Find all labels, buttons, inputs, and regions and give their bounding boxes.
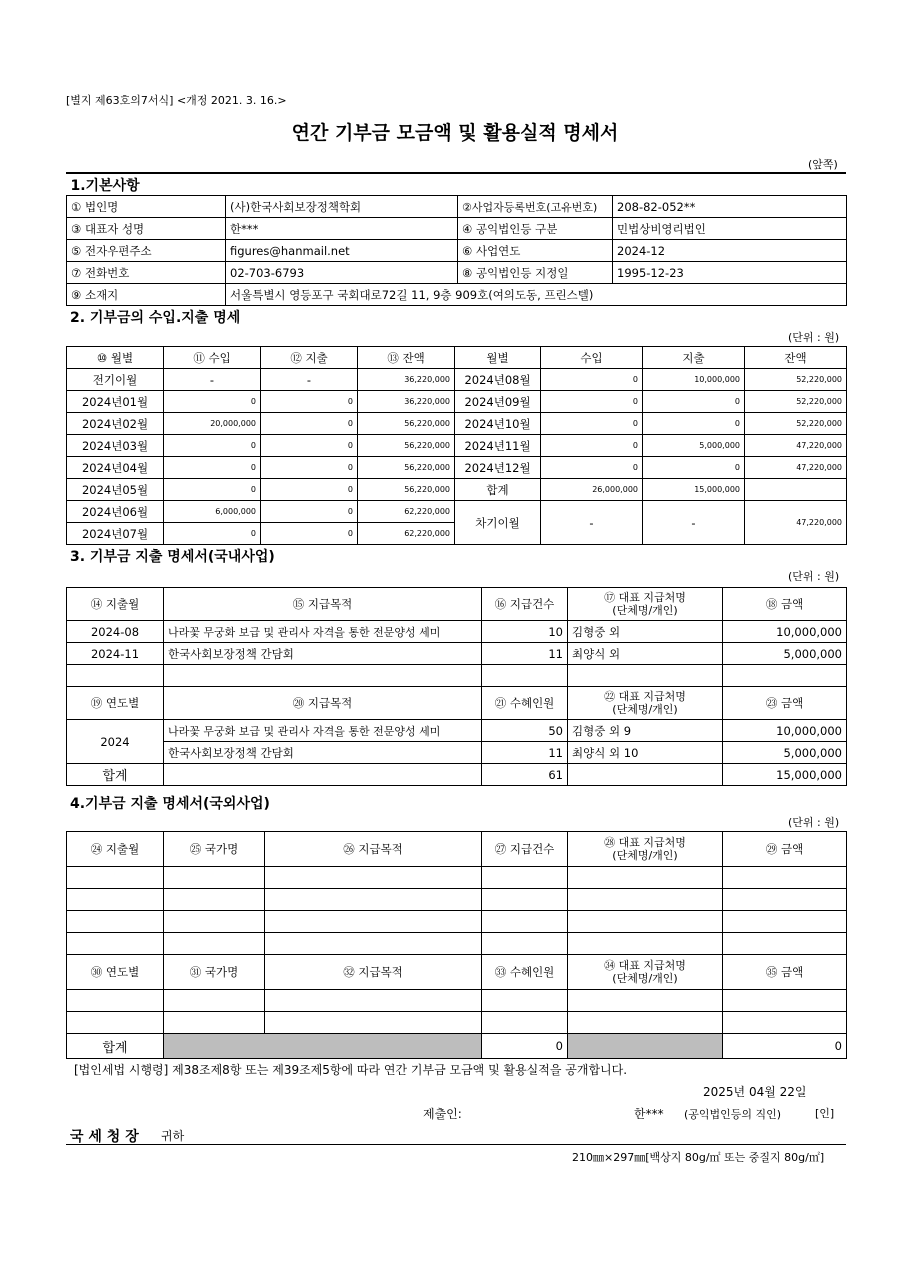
value-corp-type: 민법상비영리법인 <box>613 218 847 240</box>
recipient: 국 세 청 장 <box>70 1129 139 1145</box>
submitter-role: (공익법인등의 직인) <box>684 1108 782 1121</box>
header-expense-month: ㉔ 지출월 <box>67 832 164 867</box>
header-payee-2-line1: ㉞ 대표 지급처명 <box>604 959 686 972</box>
purpose-cell: 한국사회보장정책 간담회 <box>164 643 482 665</box>
total-shaded-cell <box>568 1034 723 1059</box>
table-row <box>67 501 847 523</box>
month-cell: 2024년12월 <box>455 457 541 479</box>
basic-info-table <box>66 174 847 306</box>
table-row <box>67 911 847 933</box>
income-cell: 6,000,000 <box>164 501 261 523</box>
payee-cell: 최양식 외 <box>568 643 723 665</box>
label-email: ⑤ 전자우편주소 <box>67 240 226 262</box>
income-expense-table <box>66 346 847 545</box>
bottom-rule <box>66 1144 846 1145</box>
header-amount-2: ㉟ 금액 <box>723 955 847 990</box>
header-payment-count: ㉗ 지급건수 <box>482 832 568 867</box>
page-title: 연간 기부금 모금액 및 활용실적 명세서 <box>291 122 619 144</box>
header-country-2: ㉛ 국가명 <box>164 955 265 990</box>
table-row <box>67 720 847 742</box>
expense-cell: 0 <box>261 501 358 523</box>
value-biz-number: 208-82-052** <box>613 196 847 218</box>
payee-cell: 최양식 외 10 <box>568 742 723 764</box>
header-month-2: 월별 <box>455 347 541 369</box>
header-payee <box>568 588 723 621</box>
table-row <box>67 621 847 643</box>
value-phone: 02-703-6793 <box>226 262 458 284</box>
count-cell: 11 <box>482 643 568 665</box>
purpose-cell: 나라꽃 무궁화 보급 및 관리사 자격을 통한 전문양성 세미 <box>164 621 482 643</box>
count-cell: 50 <box>482 720 568 742</box>
amount-cell: 10,000,000 <box>723 720 847 742</box>
amount-cell: 5,000,000 <box>723 742 847 764</box>
overseas-expense-table <box>66 831 847 1059</box>
balance-cell: 56,220,000 <box>358 413 455 435</box>
expense-cell: 0 <box>261 413 358 435</box>
month-cell: 2024년08월 <box>455 369 541 391</box>
table-row <box>67 665 847 687</box>
month-cell: 2024년06월 <box>67 501 164 523</box>
income-cell: 0 <box>164 435 261 457</box>
header-purpose-2: ⑳ 지급목적 <box>164 687 482 720</box>
month-cell: 2024년03월 <box>67 435 164 457</box>
header-beneficiaries: ㉑ 수혜인원 <box>482 687 568 720</box>
total-label: 합계 <box>67 764 164 786</box>
balance-cell: 36,220,000 <box>358 391 455 413</box>
unit-label: (단위 : 원) <box>788 331 840 344</box>
purpose-cell: 나라꽃 무궁화 보급 및 관리사 자격을 통한 전문양성 세미 <box>164 720 482 742</box>
income-cell: 0 <box>541 435 643 457</box>
label-corp-name: ① 법인명 <box>67 196 226 218</box>
total-count: 61 <box>482 764 568 786</box>
header-amount-2: ㉓ 금액 <box>723 687 847 720</box>
income-cell: 0 <box>164 523 261 545</box>
table-row <box>67 435 847 457</box>
total-row <box>67 1034 847 1059</box>
income-cell: - <box>164 369 261 391</box>
expense-cell: 0 <box>261 457 358 479</box>
table-row <box>67 479 847 501</box>
header-payee-line1: ㉘ 대표 지급처명 <box>604 836 686 849</box>
total-amount: 15,000,000 <box>723 764 847 786</box>
table-row <box>67 933 847 955</box>
month-cell: 2024년05월 <box>67 479 164 501</box>
month-cell: 전기이월 <box>67 369 164 391</box>
header-expense-2: 지출 <box>643 347 745 369</box>
table-row <box>67 889 847 911</box>
paper-spec: 210㎜×297㎜[백상지 80g/㎡ 또는 중질지 80g/㎡] <box>572 1151 825 1164</box>
balance-cell: 62,220,000 <box>358 501 455 523</box>
header-expense: ⑫ 지출 <box>261 347 358 369</box>
income-cell: 0 <box>541 369 643 391</box>
label-designation-date: ⑧ 공익법인등 지정일 <box>458 262 613 284</box>
income-cell: 0 <box>164 479 261 501</box>
value-corp-name: (사)한국사회보장정책학회 <box>226 196 458 218</box>
header-purpose: ㉖ 지급목적 <box>265 832 482 867</box>
header-country: ㉕ 국가명 <box>164 832 265 867</box>
header-payee-2 <box>568 955 723 990</box>
table-row <box>67 1012 847 1034</box>
balance-cell: 47,220,000 <box>745 435 847 457</box>
header-income-2: 수입 <box>541 347 643 369</box>
header-year: ⑲ 연도별 <box>67 687 164 720</box>
expense-cell: 0 <box>261 523 358 545</box>
count-cell: 10 <box>482 621 568 643</box>
total-label: 합계 <box>67 1034 164 1059</box>
seal-mark: [인] <box>815 1107 835 1120</box>
amount-cell: 5,000,000 <box>723 643 847 665</box>
header-payee-line1: ⑰ 대표 지급처명 <box>604 591 686 604</box>
total-balance <box>745 479 847 501</box>
section2-heading: 2. 기부금의 수입.지출 명세 <box>70 310 241 326</box>
expense-cell: 10,000,000 <box>643 369 745 391</box>
header-payee-2-line2: (단체명/개인) <box>612 972 678 985</box>
month-cell: 2024-11 <box>67 643 164 665</box>
income-cell: 0 <box>541 391 643 413</box>
section3-heading: 3. 기부금 지출 명세서(국내사업) <box>70 549 275 565</box>
submission-date: 2025년 04월 22일 <box>703 1085 807 1099</box>
honorific: 귀하 <box>161 1129 185 1143</box>
unit-label-4: (단위 : 원) <box>788 816 840 829</box>
count-cell: 11 <box>482 742 568 764</box>
total-expense: 15,000,000 <box>643 479 745 501</box>
balance-cell: 47,220,000 <box>745 457 847 479</box>
expense-cell: 0 <box>643 457 745 479</box>
payee-cell: 김형중 외 <box>568 621 723 643</box>
income-cell: 0 <box>164 391 261 413</box>
expense-cell: 0 <box>643 391 745 413</box>
label-corp-type: ④ 공익법인등 구분 <box>458 218 613 240</box>
table-row <box>67 413 847 435</box>
income-cell: 0 <box>541 413 643 435</box>
table-row <box>67 867 847 889</box>
month-cell: 2024년10월 <box>455 413 541 435</box>
balance-cell: 52,220,000 <box>745 413 847 435</box>
header-expense-month: ⑭ 지출월 <box>67 588 164 621</box>
form-reference: [별지 제63호의7서식] <개정 2021. 3. 16.> <box>66 94 287 107</box>
balance-cell: 62,220,000 <box>358 523 455 545</box>
submitter-label: 제출인: <box>423 1107 462 1121</box>
carry-forward-income: - <box>541 501 643 545</box>
header-payee-line2: (단체명/개인) <box>612 849 678 862</box>
carry-forward-label: 차기이월 <box>455 501 541 545</box>
balance-cell: 52,220,000 <box>745 391 847 413</box>
balance-cell: 56,220,000 <box>358 479 455 501</box>
value-designation-date: 1995-12-23 <box>613 262 847 284</box>
total-income: 26,000,000 <box>541 479 643 501</box>
header-beneficiaries: ㉝ 수혜인원 <box>482 955 568 990</box>
expense-cell: 0 <box>643 413 745 435</box>
header-amount: ⑱ 금액 <box>723 588 847 621</box>
label-fiscal-year: ⑥ 사업연도 <box>458 240 613 262</box>
header-payment-count: ⑯ 지급건수 <box>482 588 568 621</box>
month-cell: 2024년07월 <box>67 523 164 545</box>
month-cell: 2024년04월 <box>67 457 164 479</box>
table-row <box>67 391 847 413</box>
table-row <box>67 643 847 665</box>
disclosure-statement: [법인세법 시행령] 제38조제8항 또는 제39조제5항에 따라 연간 기부금 모금액 및 활용실적을 공개합니다. <box>74 1063 628 1077</box>
balance-cell: 36,220,000 <box>358 369 455 391</box>
total-label: 합계 <box>455 479 541 501</box>
expense-cell: - <box>261 369 358 391</box>
month-cell: 2024-08 <box>67 621 164 643</box>
header-purpose-2: ㉜ 지급목적 <box>265 955 482 990</box>
year-cell: 2024 <box>67 720 164 764</box>
total-row <box>67 764 847 786</box>
expense-cell: 0 <box>261 391 358 413</box>
total-amount: 0 <box>723 1034 847 1059</box>
expense-cell: 5,000,000 <box>643 435 745 457</box>
carry-forward-expense: - <box>643 501 745 545</box>
label-address: ⑨ 소재지 <box>67 284 226 306</box>
header-balance: ⑬ 잔액 <box>358 347 455 369</box>
table-row <box>67 369 847 391</box>
header-balance-2: 잔액 <box>745 347 847 369</box>
submitter-name: 한*** <box>634 1107 664 1121</box>
expense-cell: 0 <box>261 479 358 501</box>
month-cell: 2024년11월 <box>455 435 541 457</box>
header-income: ⑪ 수입 <box>164 347 261 369</box>
amount-cell: 10,000,000 <box>723 621 847 643</box>
value-email: figures@hanmail.net <box>226 240 458 262</box>
expense-cell: 0 <box>261 435 358 457</box>
month-cell: 2024년09월 <box>455 391 541 413</box>
table-row <box>67 457 847 479</box>
domestic-expense-table <box>66 587 847 786</box>
section4-heading: 4.기부금 지출 명세서(국외사업) <box>70 796 270 812</box>
carry-forward-balance: 47,220,000 <box>745 501 847 545</box>
payee-cell: 김형중 외 9 <box>568 720 723 742</box>
label-representative: ③ 대표자 성명 <box>67 218 226 240</box>
value-representative: 한*** <box>226 218 458 240</box>
balance-cell: 52,220,000 <box>745 369 847 391</box>
value-address: 서울특별시 영등포구 국회대로72길 11, 9층 909호(여의도동, 프린스텔) <box>226 284 847 306</box>
header-payee-2-line1: ㉒ 대표 지급처명 <box>604 690 686 703</box>
header-year: ㉚ 연도별 <box>67 955 164 990</box>
balance-cell: 56,220,000 <box>358 435 455 457</box>
label-biz-number: ②사업자등록번호(고유번호) <box>458 196 613 218</box>
month-cell: 2024년01월 <box>67 391 164 413</box>
table-row <box>67 742 847 764</box>
value-fiscal-year: 2024-12 <box>613 240 847 262</box>
month-cell: 2024년02월 <box>67 413 164 435</box>
total-shaded-cell <box>164 1034 482 1059</box>
header-purpose: ⑮ 지급목적 <box>164 588 482 621</box>
total-count: 0 <box>482 1034 568 1059</box>
purpose-cell: 한국사회보장정책 간담회 <box>164 742 482 764</box>
table-row <box>67 990 847 1012</box>
income-cell: 0 <box>541 457 643 479</box>
header-month: ⑩ 월별 <box>67 347 164 369</box>
income-cell: 20,000,000 <box>164 413 261 435</box>
label-phone: ⑦ 전화번호 <box>67 262 226 284</box>
header-payee-2-line2: (단체명/개인) <box>612 703 678 716</box>
header-payee <box>568 832 723 867</box>
unit-label-3: (단위 : 원) <box>788 570 840 583</box>
header-payee-line2: (단체명/개인) <box>612 604 678 617</box>
income-cell: 0 <box>164 457 261 479</box>
front-label: (앞쪽) <box>808 158 838 171</box>
header-amount: ㉙ 금액 <box>723 832 847 867</box>
balance-cell: 56,220,000 <box>358 457 455 479</box>
header-payee-2 <box>568 687 723 720</box>
section1-heading: 1.기본사항 <box>67 174 847 196</box>
